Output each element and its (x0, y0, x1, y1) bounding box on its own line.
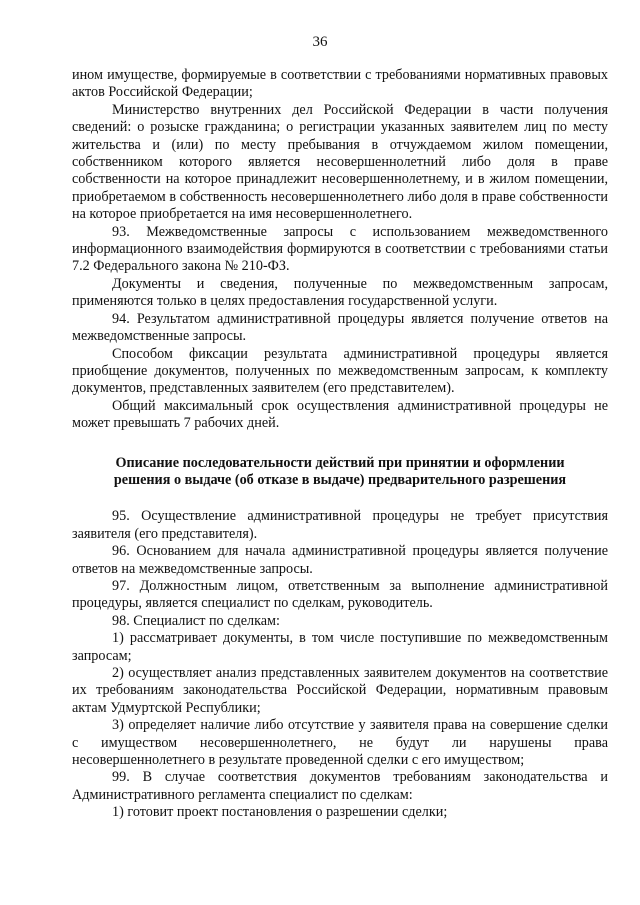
paragraph: ином имуществе, формируемые в соответствии с требованиями нормативных правовых актов Российской Федерации; (72, 67, 608, 101)
paragraph: 99. В случае соответствия документов требованиям законодательства и Административного регламента специалист по сделкам: (72, 769, 608, 803)
document-body (72, 67, 608, 822)
section-heading (72, 455, 608, 490)
paragraph: Способом фиксации результата административной процедуры является приобщение документов, полученных по межведомственным запросам, к комплекту документов, представленных заявителем (его представителем). (72, 345, 608, 397)
bottom-section (72, 508, 608, 821)
list-item: 2) осуществляет анализ представленных заявителем документов на соответствие их требованиям законодательства Российской Федерации, нормативным правовым актам Удмуртской Республики; (72, 665, 608, 716)
paragraph: 97. Должностным лицом, ответственным за выполнение административной процедуры, является специалист по сделкам, руководитель. (72, 577, 608, 612)
paragraph: 95. Осуществление административной процедуры не требует присутствия заявителя (его представителя). (72, 508, 608, 542)
paragraph: Общий максимальный срок осуществления административной процедуры не может превышать 7 рабочих дней. (72, 397, 608, 432)
list-item: 1) готовит проект постановления о разрешении сделки; (112, 804, 448, 821)
section-heading-line: Описание последовательности действий при принятии и оформлении (115, 454, 565, 471)
paragraph: Документы и сведения, полученные по межведомственным запросам, применяются только в целях предоставления государственной услуги. (72, 275, 608, 310)
paragraph: 96. Основанием для начала административной процедуры является получение ответов на межведомственные запросы. (72, 543, 608, 577)
section-heading-line: решения о выдаче (об отказе в выдаче) предварительного разрешения (113, 471, 567, 488)
paragraph: 94. Результатом административной процедуры является получение ответов на межведомственные запросы. (72, 310, 608, 345)
list-item: 3) определяет наличие либо отсутствие у заявителя права на совершение сделки с имуществом несовершеннолетнего, не будут ли нарушены права несовершеннолетнего в результате проведенной сделки с его имуществом; (72, 717, 608, 769)
paragraph: Министерство внутренних дел Российской Федерации в части получения сведений: о розыске гражданина; о регистрации указанных заявителем лиц по месту жительства и (или) по месту пребывания в отчуждаемом жилом помещении, собственником которого является несовершеннолетний либо доля в праве собственности на которое принадлежит несовершеннолетнему, и в жилом помещении, приобретаемом в собственность несовершеннолетнего либо доля в праве собственности на которое приобретается на имя несовершеннолетнего. (72, 101, 608, 223)
top-section (72, 67, 608, 433)
paragraph: 98. Специалист по сделкам: (112, 612, 280, 629)
paragraph: 93. Межведомственные запросы с использованием межведомственного информационного взаимодействия формируются в соответствии с требованиями статьи 7.2 Федерального закона № 210-ФЗ. (72, 223, 608, 275)
list-item: 1) рассматривает документы, в том числе поступившие по межведомственным запросам; (72, 630, 608, 664)
page-number: 36 (312, 34, 328, 50)
